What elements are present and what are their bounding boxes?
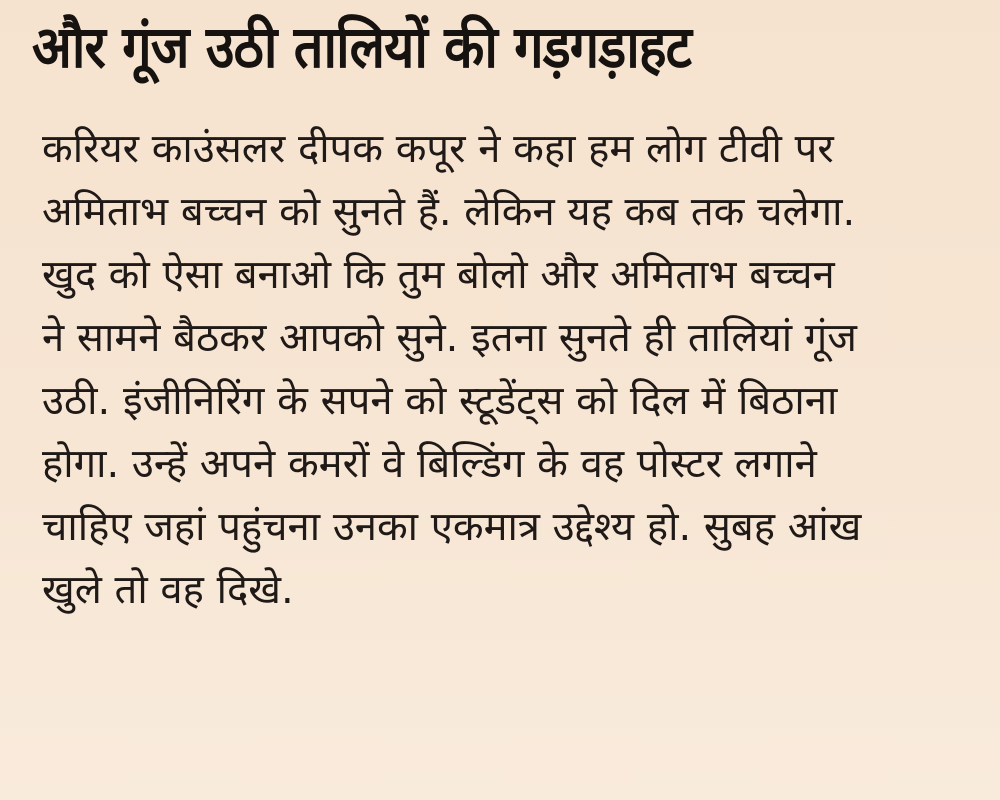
body-line: खुद को ऐसा बनाओ कि तुम बोलो और अमिताभ बच्चन <box>42 252 835 298</box>
body-line: ने सामने बैठकर आपको सुने. इतना सुनते ही तालियां गूंज <box>42 315 857 361</box>
headline: और गूंज उठी तालियों की गड़गड़ाहट <box>32 13 692 81</box>
body-line: खुले तो वह दिखे. <box>42 567 294 613</box>
body-line: उठी. इंजीनिरिंग के सपने को स्टूडेंट्स को दिल में बिठाना <box>42 378 838 424</box>
article-body <box>42 118 982 622</box>
body-line: चाहिए जहां पहुंचना उनका एकमात्र उद्देश्य हो. सुबह आंख <box>42 504 862 550</box>
body-line: अमिताभ बच्चन को सुनते हैं. लेकिन यह कब तक चलेगा. <box>42 189 856 235</box>
body-line: करियर काउंसलर दीपक कपूर ने कहा हम लोग टीवी पर <box>42 126 834 172</box>
body-line: होगा. उन्हें अपने कमरों वे बिल्डिंग के वह पोस्टर लगाने <box>42 441 817 487</box>
